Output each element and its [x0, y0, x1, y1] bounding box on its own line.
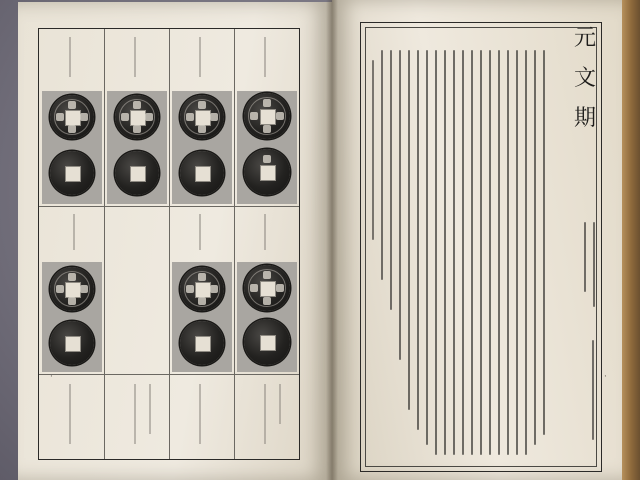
- page-number-right: ·: [604, 372, 607, 382]
- book-gutter: [326, 0, 338, 480]
- body-text-columns: [372, 40, 550, 460]
- title-char: 期: [573, 106, 596, 131]
- publisher-column: [592, 340, 594, 440]
- coin-plate: [38, 28, 300, 460]
- page-number-left: ·: [50, 372, 53, 382]
- title-char: 元: [573, 26, 596, 51]
- title-char: 文: [573, 66, 596, 91]
- date-column: [582, 222, 596, 302]
- chapter-title: [568, 28, 602, 208]
- caption-text-strokes: [39, 29, 299, 459]
